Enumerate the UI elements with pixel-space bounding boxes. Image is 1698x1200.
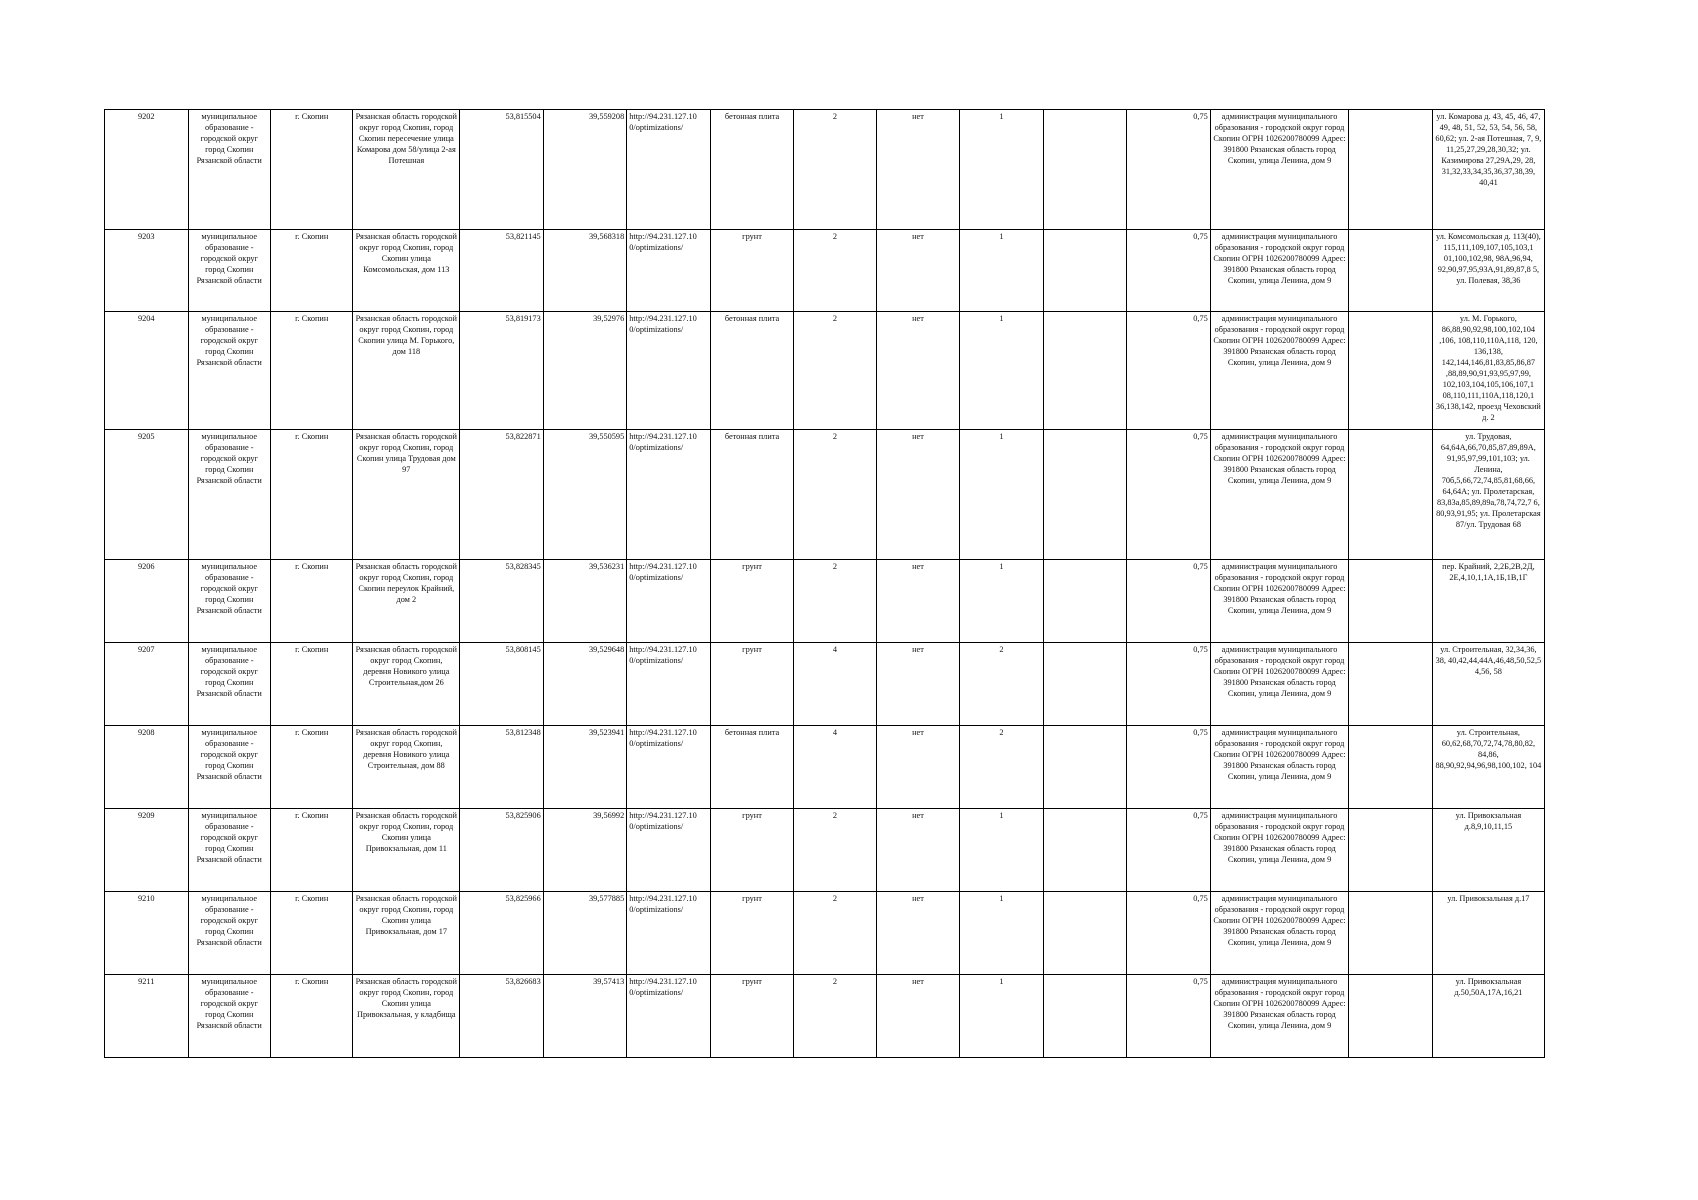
volume-cell: 0,75 [1127,312,1211,430]
longitude-cell: 39,529648 [543,643,627,726]
row-id: 9210 [105,892,189,975]
flag-cell: нет [876,230,960,312]
address-cell: Рязанская область городской округ город Скопин, город Скопин улица М. Горького, дом 118 [353,312,460,430]
latitude-cell: 53,825966 [460,892,544,975]
address-cell: Рязанская область городской округ город Скопин, город Скопин улица Трудовая дом 97 [353,430,460,560]
empty-cell [1043,110,1127,230]
empty-cell [1043,430,1127,560]
org-cell: администрация муниципального образования - городской округ город Скопин ОГРН 1026200780099 Адрес: 391800 Рязанская область город Скопин, улица Ленина, дом 9 [1210,430,1349,560]
flag-cell: нет [876,560,960,643]
empty-cell [1043,975,1127,1058]
flag-cell: нет [876,975,960,1058]
empty-cell [1349,975,1433,1058]
served-cell: ул. Трудовая, 64,64А,66,70,85,87,89,89А, 91,95,97,99,101,103; ул. Ленина, 70б,5,66,72,74,85,81,68,66, 64,64А; ул. Пролетарская, 83,83а,85,89,89а,78,74,72,7 6, 80,93,91,95; ул. Пролетарская 87/ул. Трудовая 68 [1432,430,1544,560]
count2-cell: 1 [960,975,1044,1058]
city-cell: г. Скопин [270,809,352,892]
volume-cell: 0,75 [1127,430,1211,560]
longitude-cell: 39,523941 [543,726,627,809]
address-cell: Рязанская область городской округ город Скопин, город Скопин улица Привокзальная, дом 11 [353,809,460,892]
city-cell: г. Скопин [270,110,352,230]
address-cell: Рязанская область городской округ город Скопин, город Скопин улица Привокзальная, дом 17 [353,892,460,975]
count-cell: 2 [794,560,876,643]
row-id: 9211 [105,975,189,1058]
org-cell: администрация муниципального образования - городской округ город Скопин ОГРН 1026200780099 Адрес: 391800 Рязанская область город Скопин, улица Ленина, дом 9 [1210,110,1349,230]
address-cell: Рязанская область городской округ город Скопин, деревня Новикого улица Строительная, дом 88 [353,726,460,809]
city-cell: г. Скопин [270,726,352,809]
registry-table [104,109,1545,1058]
org-cell: администрация муниципального образования - городской округ город Скопин ОГРН 1026200780099 Адрес: 391800 Рязанская область город Скопин, улица Ленина, дом 9 [1210,975,1349,1058]
latitude-cell: 53,821145 [460,230,544,312]
served-cell: ул. Привокзальная д.8,9,10,11,15 [1432,809,1544,892]
count2-cell: 1 [960,110,1044,230]
city-cell: г. Скопин [270,230,352,312]
address-cell: Рязанская область городской округ город Скопин, город Скопин переулок Крайний, дом 2 [353,560,460,643]
empty-cell [1349,230,1433,312]
org-cell: администрация муниципального образования - городской округ город Скопин ОГРН 1026200780099 Адрес: 391800 Рязанская область город Скопин, улица Ленина, дом 9 [1210,230,1349,312]
flag-cell: нет [876,643,960,726]
owner-cell: муниципальное образование - городской округ город Скопин Рязанской области [188,430,270,560]
volume-cell: 0,75 [1127,110,1211,230]
count-cell: 2 [794,892,876,975]
latitude-cell: 53,826683 [460,975,544,1058]
org-cell: администрация муниципального образования - городской округ город Скопин ОГРН 1026200780099 Адрес: 391800 Рязанская область город Скопин, улица Ленина, дом 9 [1210,312,1349,430]
served-cell: ул. Привокзальная д.50,50А,17А,16,21 [1432,975,1544,1058]
url-cell: http://94.231.127.10 0/optimizations/ [627,560,711,643]
count2-cell: 2 [960,726,1044,809]
count-cell: 4 [794,643,876,726]
row-id: 9208 [105,726,189,809]
volume-cell: 0,75 [1127,726,1211,809]
flag-cell: нет [876,312,960,430]
empty-cell [1043,560,1127,643]
served-cell: пер. Крайний, 2,2Б,2В,2Д, 2Е,4,10,1,1А,1Б,1В,1Г [1432,560,1544,643]
flag-cell: нет [876,726,960,809]
latitude-cell: 53,812348 [460,726,544,809]
url-cell: http://94.231.127.10 0/optimizations/ [627,809,711,892]
row-id: 9207 [105,643,189,726]
volume-cell: 0,75 [1127,892,1211,975]
owner-cell: муниципальное образование - городской округ город Скопин Рязанской области [188,726,270,809]
org-cell: администрация муниципального образования - городской округ город Скопин ОГРН 1026200780099 Адрес: 391800 Рязанская область город Скопин, улица Ленина, дом 9 [1210,726,1349,809]
table-row [105,560,1545,643]
table-row [105,726,1545,809]
table-row [105,230,1545,312]
url-cell: http://94.231.127.10 0/optimizations/ [627,726,711,809]
org-cell: администрация муниципального образования - городской округ город Скопин ОГРН 1026200780099 Адрес: 391800 Рязанская область город Скопин, улица Ленина, дом 9 [1210,892,1349,975]
cover-cell: грунт [710,230,794,312]
city-cell: г. Скопин [270,430,352,560]
url-cell: http://94.231.127.10 0/optimizations/ [627,312,711,430]
org-cell: администрация муниципального образования - городской округ город Скопин ОГРН 1026200780099 Адрес: 391800 Рязанская область город Скопин, улица Ленина, дом 9 [1210,643,1349,726]
count-cell: 2 [794,975,876,1058]
city-cell: г. Скопин [270,312,352,430]
url-cell: http://94.231.127.10 0/optimizations/ [627,975,711,1058]
count2-cell: 1 [960,809,1044,892]
volume-cell: 0,75 [1127,975,1211,1058]
count2-cell: 1 [960,430,1044,560]
cover-cell: бетонная плита [710,726,794,809]
served-cell: ул. М. Горького, 86,88,90,92,98,100,102,104 ,106, 108,110,110А,118, 120, 136,138, 142,144,146,81,83,85,86,87 ,88,89,90,91,93,95,97,99, 102,103,104,105,106,107,1 08,110,111,110А,118,120,1 36,138,142, проезд Чеховский д. 2 [1432,312,1544,430]
longitude-cell: 39,559208 [543,110,627,230]
city-cell: г. Скопин [270,892,352,975]
address-cell: Рязанская область городской округ город Скопин, город Скопин улица Комсомольская, дом 113 [353,230,460,312]
served-cell: ул. Строительная, 60,62,68,70,72,74,78,80,82, 84,86, 88,90,92,94,96,98,100,102, 104 [1432,726,1544,809]
owner-cell: муниципальное образование - городской округ город Скопин Рязанской области [188,230,270,312]
cover-cell: грунт [710,643,794,726]
latitude-cell: 53,828345 [460,560,544,643]
empty-cell [1043,726,1127,809]
longitude-cell: 39,568318 [543,230,627,312]
row-id: 9203 [105,230,189,312]
city-cell: г. Скопин [270,560,352,643]
empty-cell [1043,892,1127,975]
empty-cell [1043,809,1127,892]
longitude-cell: 39,52976 [543,312,627,430]
count-cell: 2 [794,809,876,892]
row-id: 9202 [105,110,189,230]
count2-cell: 1 [960,230,1044,312]
count2-cell: 1 [960,892,1044,975]
flag-cell: нет [876,809,960,892]
volume-cell: 0,75 [1127,809,1211,892]
table-row [105,809,1545,892]
table-row [105,892,1545,975]
org-cell: администрация муниципального образования - городской округ город Скопин ОГРН 1026200780099 Адрес: 391800 Рязанская область город Скопин, улица Ленина, дом 9 [1210,809,1349,892]
count-cell: 2 [794,312,876,430]
longitude-cell: 39,536231 [543,560,627,643]
table-row [105,430,1545,560]
cover-cell: бетонная плита [710,430,794,560]
count-cell: 2 [794,430,876,560]
table-row [105,312,1545,430]
address-cell: Рязанская область городской округ город Скопин, деревня Новикого улица Строительная,дом 26 [353,643,460,726]
url-cell: http://94.231.127.10 0/optimizations/ [627,110,711,230]
latitude-cell: 53,819173 [460,312,544,430]
empty-cell [1043,230,1127,312]
table-row [105,975,1545,1058]
org-cell: администрация муниципального образования - городской округ город Скопин ОГРН 1026200780099 Адрес: 391800 Рязанская область город Скопин, улица Ленина, дом 9 [1210,560,1349,643]
cover-cell: грунт [710,892,794,975]
url-cell: http://94.231.127.10 0/optimizations/ [627,892,711,975]
address-cell: Рязанская область городской округ город Скопин, город Скопин пересечение улица Комарова дом 58/улица 2-ая Потешная [353,110,460,230]
count-cell: 4 [794,726,876,809]
owner-cell: муниципальное образование - городской округ город Скопин Рязанской области [188,892,270,975]
empty-cell [1349,312,1433,430]
empty-cell [1349,560,1433,643]
owner-cell: муниципальное образование - городской округ город Скопин Рязанской области [188,643,270,726]
empty-cell [1349,110,1433,230]
flag-cell: нет [876,430,960,560]
volume-cell: 0,75 [1127,230,1211,312]
latitude-cell: 53,815504 [460,110,544,230]
owner-cell: муниципальное образование - городской округ город Скопин Рязанской области [188,110,270,230]
served-cell: ул. Строительная, 32,34,36, 38, 40,42,44,44А,46,48,50,52,5 4,56, 58 [1432,643,1544,726]
table-row [105,110,1545,230]
owner-cell: муниципальное образование - городской округ город Скопин Рязанской области [188,809,270,892]
table-row [105,643,1545,726]
served-cell: ул. Комарова д. 43, 45, 46, 47, 49, 48, 51, 52, 53, 54, 56, 58, 60,62; ул. 2-ая Потешная, 7, 9, 11,25,27,29,28,30,32; ул. Казимирова 27,29А,29, 28, 31,32,33,34,35,36,37,38,39, 40,41 [1432,110,1544,230]
owner-cell: муниципальное образование - городской округ город Скопин Рязанской области [188,560,270,643]
served-cell: ул. Привокзальная д.17 [1432,892,1544,975]
flag-cell: нет [876,110,960,230]
count-cell: 2 [794,110,876,230]
longitude-cell: 39,577885 [543,892,627,975]
row-id: 9204 [105,312,189,430]
row-id: 9209 [105,809,189,892]
url-cell: http://94.231.127.10 0/optimizations/ [627,230,711,312]
url-cell: http://94.231.127.10 0/optimizations/ [627,643,711,726]
longitude-cell: 39,56992 [543,809,627,892]
count2-cell: 2 [960,643,1044,726]
volume-cell: 0,75 [1127,560,1211,643]
cover-cell: бетонная плита [710,312,794,430]
row-id: 9206 [105,560,189,643]
latitude-cell: 53,808145 [460,643,544,726]
cover-cell: бетонная плита [710,110,794,230]
owner-cell: муниципальное образование - городской округ город Скопин Рязанской области [188,975,270,1058]
city-cell: г. Скопин [270,975,352,1058]
empty-cell [1043,312,1127,430]
count2-cell: 1 [960,312,1044,430]
latitude-cell: 53,822871 [460,430,544,560]
owner-cell: муниципальное образование - городской округ город Скопин Рязанской области [188,312,270,430]
flag-cell: нет [876,892,960,975]
count-cell: 2 [794,230,876,312]
empty-cell [1043,643,1127,726]
url-cell: http://94.231.127.10 0/optimizations/ [627,430,711,560]
latitude-cell: 53,825906 [460,809,544,892]
cover-cell: грунт [710,975,794,1058]
cover-cell: грунт [710,560,794,643]
empty-cell [1349,892,1433,975]
city-cell: г. Скопин [270,643,352,726]
longitude-cell: 39,550595 [543,430,627,560]
served-cell: ул. Комсомольская д. 113(40), 115,111,109,107,105,103,1 01,100,102,98, 98А,96,94, 92,90,97,95,93А,91,89,87,8 5, ул. Полевая, 38,36 [1432,230,1544,312]
volume-cell: 0,75 [1127,643,1211,726]
cover-cell: грунт [710,809,794,892]
address-cell: Рязанская область городской округ город Скопин, город Скопин улица Привокзальная, у кладбища [353,975,460,1058]
longitude-cell: 39,57413 [543,975,627,1058]
empty-cell [1349,430,1433,560]
count2-cell: 1 [960,560,1044,643]
row-id: 9205 [105,430,189,560]
empty-cell [1349,726,1433,809]
empty-cell [1349,643,1433,726]
empty-cell [1349,809,1433,892]
